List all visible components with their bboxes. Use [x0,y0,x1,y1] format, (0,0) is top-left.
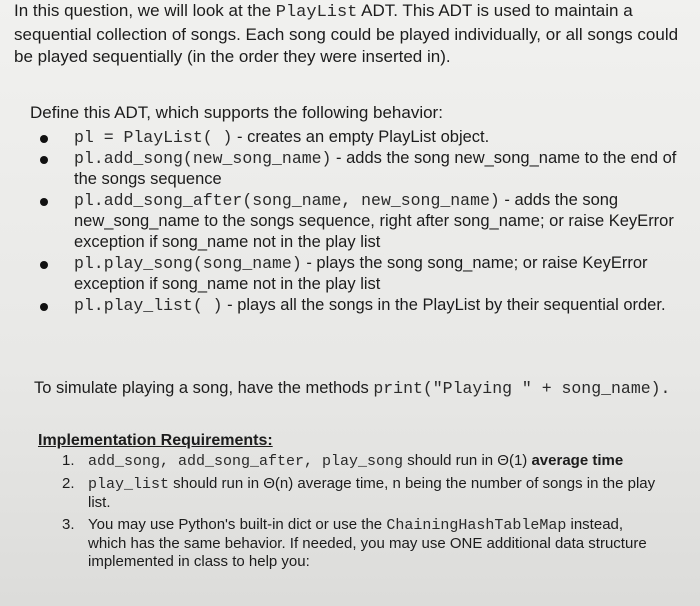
intro-code: PlayList [275,3,358,22]
simulate-text: To simulate playing a song, have the methods [34,379,374,397]
behavior-text: - plays all the songs in the PlayList by their sequential order. [222,296,666,314]
requirement-item [62,475,662,512]
behavior-text: - creates an empty PlayList object. [232,128,490,146]
bullet-icon [40,135,48,143]
behavior-text: - adds the song new_song_name to the songs sequence, right after song_name; or raise KeyError exception if song_name not in the play list [74,191,674,251]
behavior-item [30,190,680,253]
requirement-number: 2. [62,475,75,492]
requirement-code: ChainingHashTableMap [386,517,567,534]
behavior-code: pl.play_list( ) [74,296,223,315]
behavior-item [30,148,680,190]
behavior-text: - plays the song song_name; or raise KeyError exception if song_name not in the play list [74,254,648,293]
behavior-text: - adds the song new_song_name to the end of the songs sequence [74,149,677,188]
behavior-code: pl = PlayList( ) [74,128,233,147]
requirement-text: should run in Θ(n) average time, n being the number of songs in the play list. [88,475,656,511]
bullet-icon [40,156,48,164]
behavior-item [30,127,680,148]
behavior-code: pl.play_song(song_name) [74,254,302,273]
define-sentence: Define this ADT, which supports the following behavior: [30,103,443,122]
behavior-list [30,127,680,316]
requirement-code: play_list [88,476,170,493]
requirement-pre: You may use Python's built-in dict or use the [88,516,387,533]
implementation-heading: Implementation Requirements: [38,432,273,449]
behavior-code: pl.add_song(new_song_name) [74,149,332,168]
requirement-text: instead, which has the same behavior. If needed, you may use ONE additional data structure implemented in class to help you: [88,516,647,570]
requirement-item [62,452,662,471]
intro-text-end: ADT. This ADT is used to maintain a sequential collection of songs. Each song could be played individually, or all songs could be played sequentially (in the order they were inserted in). [14,1,679,66]
behavior-item [30,253,680,295]
requirement-item [62,516,662,571]
requirement-number: 3. [62,516,75,533]
intro-paragraph [14,0,694,68]
requirements-list [62,452,662,575]
simulate-code: print("Playing " + song_name). [373,379,671,398]
bullet-icon [40,303,48,311]
requirement-text: should run in Θ(1) [403,452,532,469]
intro-text-start: In this question, we will look at the [14,1,272,20]
requirement-code: add_song, add_song_after, play_song [88,453,404,470]
requirement-bold: average time [531,452,624,469]
bullet-icon [40,198,48,206]
requirement-number: 1. [62,452,75,469]
behavior-item [30,295,680,316]
simulate-sentence [34,377,684,400]
bullet-icon [40,261,48,269]
behavior-code: pl.add_song_after(song_name, new_song_name) [74,191,500,210]
